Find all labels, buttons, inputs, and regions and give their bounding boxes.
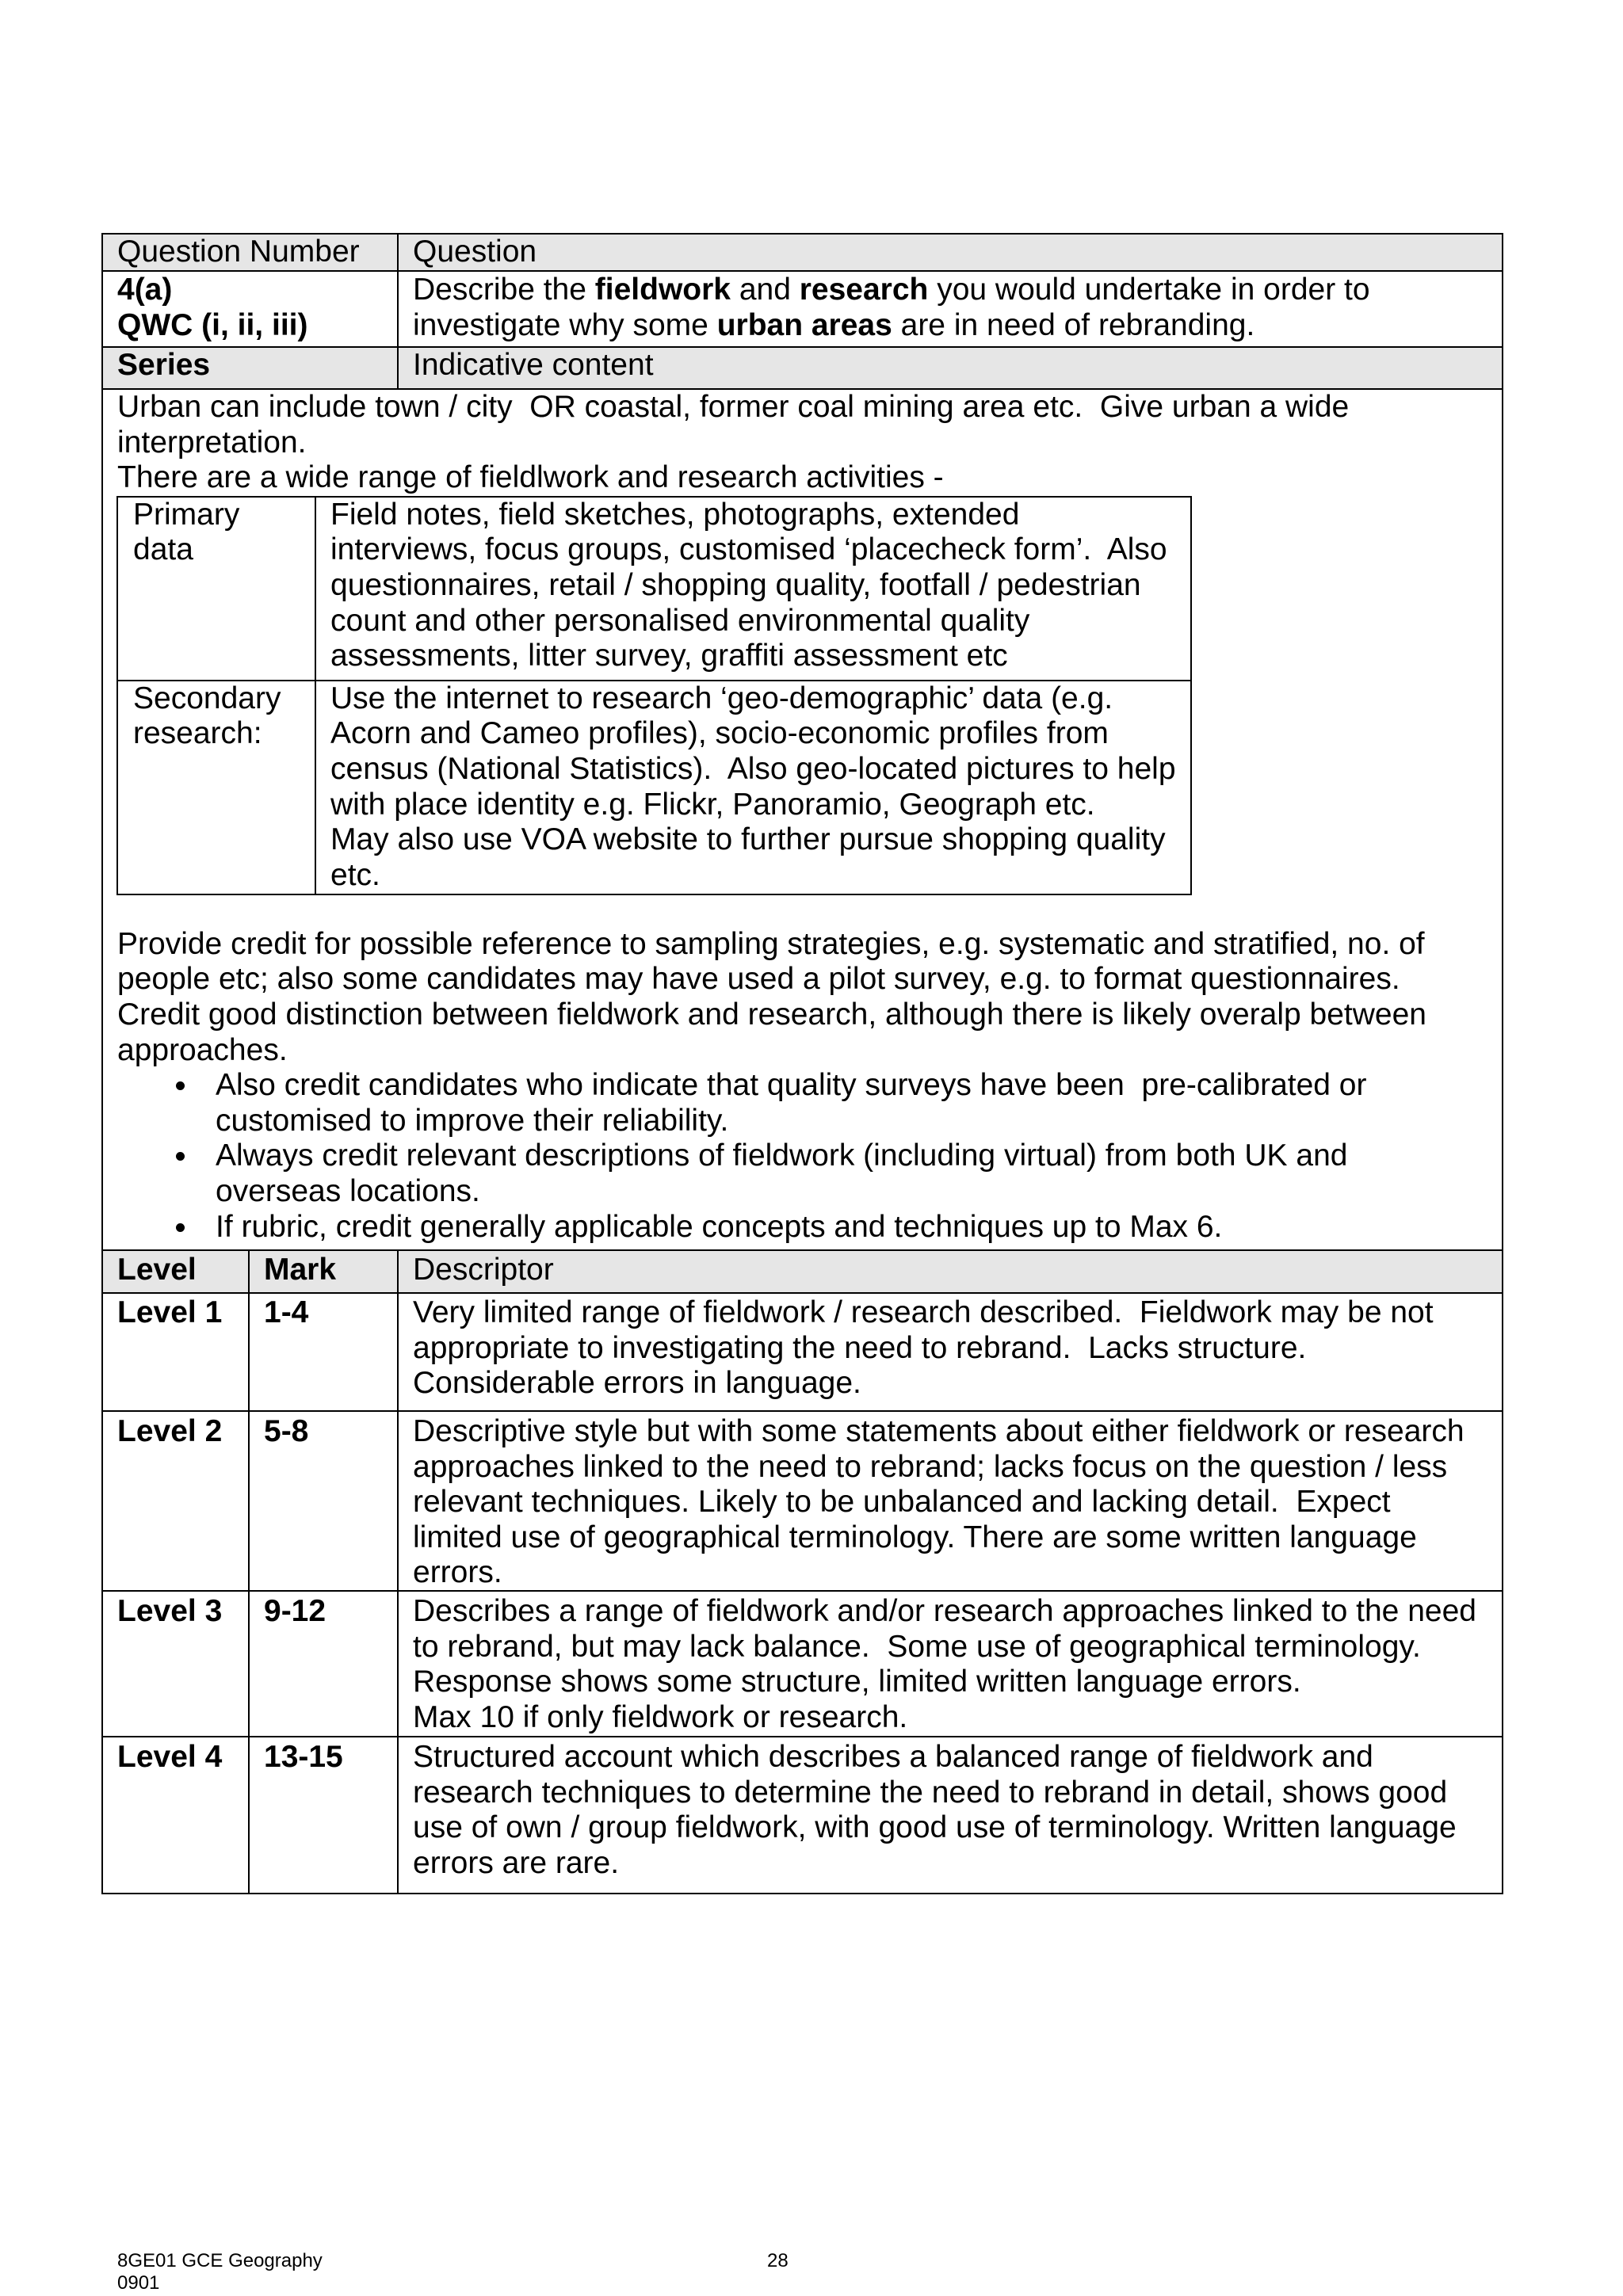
secondary-research-line: Acorn and Cameo profiles), socio-economic profiles from (330, 716, 1109, 751)
descriptor-line: Very limited range of fieldwork / research described. Fieldwork may be not (413, 1295, 1434, 1329)
secondary-research-row (118, 680, 1190, 894)
primary-data-line: Field notes, field sketches, photographs, extended (330, 497, 1020, 532)
question-text-line (413, 308, 1502, 344)
descriptor-line: Structured account which describes a balanced range of fieldwork and (413, 1740, 1373, 1774)
level-label: Level 4 (117, 1740, 223, 1774)
level-row (101, 1590, 1503, 1736)
intro-line: interpretation. (117, 425, 307, 460)
mark-range: 5-8 (264, 1414, 309, 1448)
bullet-dot-icon (176, 1081, 185, 1090)
mark-header-label: Mark (264, 1253, 337, 1287)
primary-data-line: assessments, litter survey, graffiti assessment etc (330, 639, 1008, 673)
question-text-fragment: and (730, 273, 800, 307)
question-text-fragment: you would undertake in order to (928, 273, 1370, 307)
level-header-label: Level (117, 1253, 197, 1287)
secondary-research-label-line: Secondary (133, 681, 281, 715)
question-number-header (103, 235, 397, 270)
descriptor-line: appropriate to investigating the need to rebrand. Lacks structure. (413, 1330, 1307, 1365)
question-qwc: QWC (i, ii, iii) (117, 307, 308, 342)
descriptor-cell (397, 1592, 1502, 1736)
descriptor-line: errors. (413, 1555, 502, 1590)
primary-data-row (118, 498, 1190, 680)
descriptor-line: limited use of geographical terminology. There are some written language (413, 1520, 1417, 1554)
descriptor-line: Max 10 if only fieldwork or research. (413, 1699, 908, 1734)
secondary-research-line: Use the internet to research ‘geo-demographic’ data (e.g. (330, 681, 1113, 715)
mark-range: 13-15 (264, 1740, 343, 1774)
footer-code-line: 8GE01 GCE Geography (117, 2250, 323, 2271)
question-header-label: Question (413, 235, 537, 269)
descriptor-line: research techniques to determine the need to rebrand in detail, shows good (413, 1775, 1448, 1810)
question-text-fragment: investigate why some (413, 307, 717, 342)
level-cell (103, 1592, 248, 1736)
descriptor-line: use of own / group fieldwork, with good use of terminology. Written language (413, 1810, 1457, 1845)
paragraph-gap (117, 895, 1502, 927)
secondary-research-line: with place identity e.g. Flickr, Panoramio, Geograph etc. (330, 787, 1095, 822)
primary-data-label (118, 498, 315, 680)
descriptor-cell (397, 1412, 1502, 1590)
descriptor-line: approaches linked to the need to rebrand; lacks focus on the question / less (413, 1449, 1448, 1484)
question-keyword: research (799, 273, 929, 307)
descriptor-cell (397, 1737, 1502, 1893)
question-keyword: fieldwork (594, 273, 731, 307)
series-label: Series (117, 348, 211, 382)
question-keyword: urban areas (716, 307, 892, 342)
secondary-research-label-line: research: (133, 716, 262, 751)
descriptor-header-label: Descriptor (413, 1253, 554, 1287)
data-sources-table (116, 496, 1192, 895)
bullet-text-line: overseas locations. (216, 1173, 480, 1208)
primary-data-label-line: Primary (133, 497, 240, 532)
question-number-header-label: Question Number (117, 235, 360, 269)
credit-line: approaches. (117, 1032, 288, 1067)
bullet-text-line: Always credit relevant descriptions of fieldwork (including virtual) from both UK and (216, 1138, 1348, 1173)
series-header-row (101, 346, 1503, 388)
primary-data-line: interviews, focus groups, customised ‘placecheck form’. Also (330, 532, 1167, 567)
question-header (397, 235, 1502, 270)
bullet-dot-icon (176, 1223, 185, 1232)
bullet-text-line: customised to improve their reliability. (216, 1103, 729, 1138)
level-cell (103, 1412, 248, 1590)
descriptor-line: relevant techniques. Likely to be unbalanced and lacking detail. Expect (413, 1485, 1391, 1520)
primary-data-description (315, 498, 1190, 680)
level-label: Level 2 (117, 1414, 223, 1448)
credit-line: Provide credit for possible reference to sampling strategies, e.g. systematic and stratified, no. of (117, 926, 1425, 961)
indicative-content (103, 390, 1502, 1249)
levels-header-row (101, 1249, 1503, 1292)
mark-cell (248, 1737, 397, 1893)
bullet-item (117, 1210, 1502, 1245)
level-cell (103, 1294, 248, 1410)
secondary-research-line: census (National Statistics). Also geo-located pictures to help (330, 751, 1176, 786)
descriptor-header (397, 1251, 1502, 1292)
mark-header (248, 1251, 397, 1292)
level-row (101, 1410, 1503, 1590)
secondary-research-line: May also use VOA website to further pursue shopping quality (330, 822, 1166, 857)
level-label: Level 1 (117, 1295, 223, 1329)
page-number-label: 28 (767, 2250, 789, 2271)
indicative-content-label: Indicative content (413, 348, 654, 382)
page-number (767, 2250, 789, 2272)
descriptor-line: Descriptive style but with some statements about either fieldwork or research (413, 1414, 1465, 1448)
descriptor-line: Describes a range of fieldwork and/or research approaches linked to the need (413, 1594, 1476, 1628)
question-number: 4(a) (117, 273, 173, 307)
bullet-item (117, 1138, 1502, 1209)
bullet-dot-icon (176, 1152, 185, 1161)
descriptor-line: to rebrand, but may lack balance. Some use of geographical terminology. (413, 1629, 1421, 1664)
question-text-fragment: Describe the (413, 273, 595, 307)
level-row (101, 1736, 1503, 1894)
mark-cell (248, 1592, 397, 1736)
level-header (103, 1251, 248, 1292)
credit-line: Credit good distinction between fieldwork and research, although there is likely overalp between (117, 997, 1426, 1032)
question-row (101, 270, 1503, 346)
primary-data-line: questionnaires, retail / shopping quality, footfall / pedestrian (330, 567, 1141, 602)
descriptor-line: errors are rare. (413, 1845, 620, 1880)
question-text-line (413, 273, 1502, 308)
bullet-item (117, 1068, 1502, 1138)
secondary-research-description (315, 681, 1190, 894)
mark-range: 9-12 (264, 1594, 327, 1628)
bullet-text-line: If rubric, credit generally applicable concepts and techniques up to Max 6. (216, 1209, 1223, 1244)
descriptor-cell (397, 1294, 1502, 1410)
level-cell (103, 1737, 248, 1893)
indicative-content-header (397, 348, 1502, 388)
question-text-cell (397, 272, 1502, 346)
level-row (101, 1292, 1503, 1410)
indicative-content-row (101, 388, 1503, 1249)
primary-data-line: count and other personalised environmental quality (330, 603, 1030, 638)
table-header-row (101, 233, 1503, 270)
credit-line: people etc; also some candidates may have used a pilot survey, e.g. to format questionnaires. (117, 962, 1400, 997)
series-cell (103, 348, 397, 388)
primary-data-label-line: data (133, 532, 193, 567)
footer-code-line: 0901 (117, 2272, 160, 2294)
intro-line: Urban can include town / city OR coastal, former coal mining area etc. Give urban a wide (117, 390, 1350, 424)
intro-line: There are a wide range of fieldlwork and research activities - (117, 460, 944, 495)
descriptor-line: Response shows some structure, limited written language errors. (413, 1665, 1301, 1699)
secondary-research-label (118, 681, 315, 894)
bullet-text-line: Also credit candidates who indicate that quality surveys have been pre-calibrated or (216, 1068, 1367, 1103)
level-label: Level 3 (117, 1594, 223, 1628)
secondary-research-line: etc. (330, 857, 380, 892)
question-number-cell (103, 272, 397, 346)
mark-range: 1-4 (264, 1295, 309, 1329)
question-text-fragment: are in need of rebranding. (892, 307, 1255, 342)
footer-document-code (117, 2250, 323, 2294)
mark-cell (248, 1412, 397, 1590)
descriptor-line: Considerable errors in language. (413, 1366, 861, 1401)
mark-cell (248, 1294, 397, 1410)
